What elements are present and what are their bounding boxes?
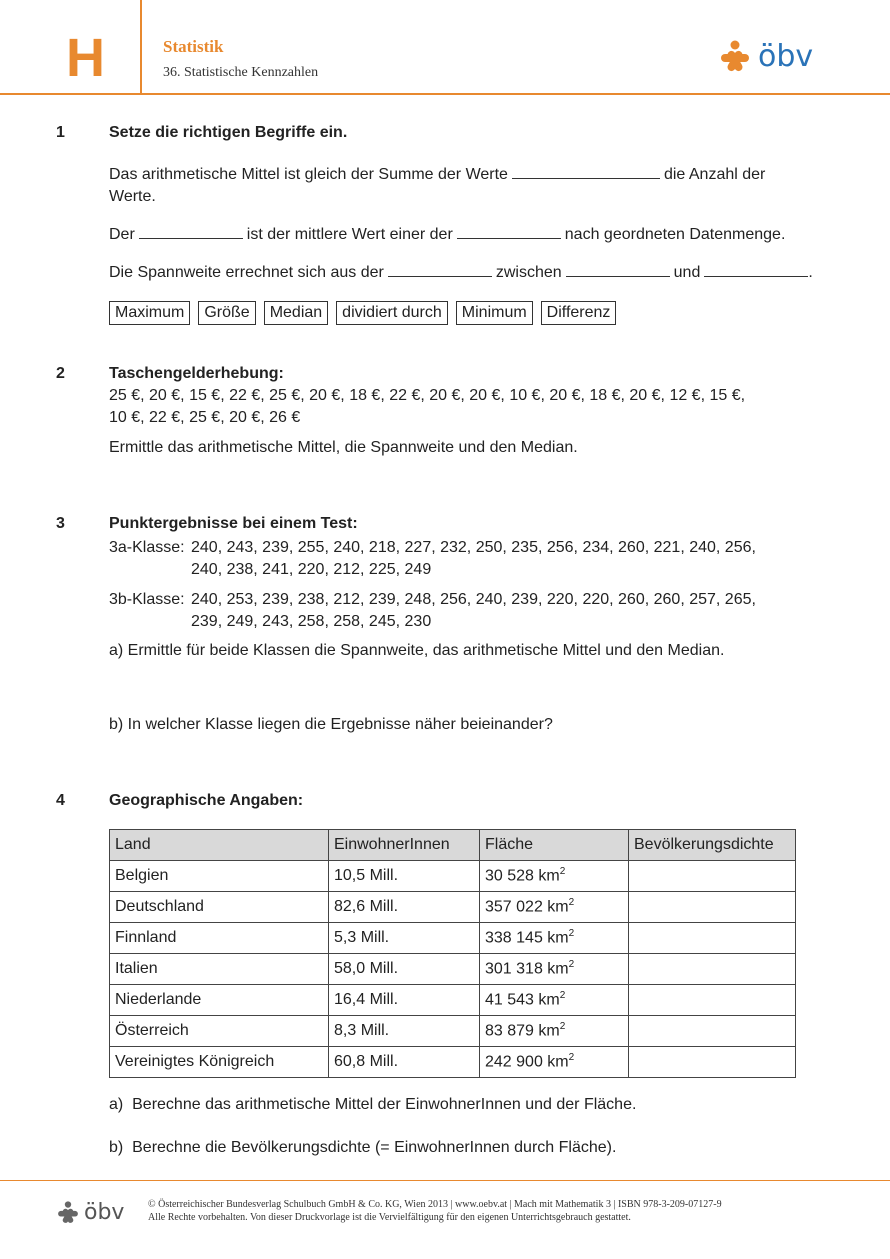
- population-cell: 60,8 Mill.: [329, 1047, 480, 1078]
- task-title: Punktergebnisse bei einem Test:: [109, 515, 358, 532]
- population-cell: 10,5 Mill.: [329, 861, 480, 892]
- area-value: 357 022 km: [485, 898, 569, 916]
- fill-blank[interactable]: [512, 162, 660, 179]
- table-row: [110, 923, 796, 954]
- copyright-line: © Österreichischer Bundesverlag Schulbuch GmbH & Co. KG, Wien 2013 | www.oebv.at | Mach mit Mathematik 3 | ISBN 978-3-209-07127-9: [148, 1199, 722, 1210]
- density-cell[interactable]: [629, 861, 796, 892]
- unit-exponent: 2: [568, 897, 575, 909]
- task1-sentence2: [109, 222, 785, 246]
- task-title: Taschengelderhebung:: [109, 365, 284, 382]
- area-value: 242 900 km: [485, 1053, 569, 1071]
- geo-table: [109, 829, 796, 1078]
- rights-line: Alle Rechte vorbehalten. Von dieser Druckvorlage ist die Vervielfältigung für den eigenen Unterrichtsgebrauch gestattet.: [148, 1212, 631, 1223]
- country-cell: Belgien: [110, 861, 329, 892]
- text-segment: Die Spannweite errechnet sich aus der: [109, 264, 384, 281]
- task-question: [109, 1137, 616, 1159]
- table-row: [110, 1047, 796, 1078]
- text-segment: und: [673, 264, 701, 281]
- text-segment: ist der mittlere Wert einer der: [246, 226, 453, 243]
- area-cell: [480, 1016, 629, 1047]
- question-label: a): [109, 1096, 124, 1113]
- data-line: 240, 243, 239, 255, 240, 218, 227, 232, 250, 235, 256, 234, 260, 221, 240, 256,: [191, 539, 756, 556]
- area-cell: [480, 1047, 629, 1078]
- word-option[interactable]: Minimum: [456, 301, 533, 325]
- data-line: 240, 238, 241, 220, 212, 225, 249: [191, 561, 432, 578]
- star-icon: [56, 1201, 80, 1225]
- section-letter: H: [66, 28, 105, 88]
- task1-sentence1: [109, 162, 829, 208]
- table-row: [110, 985, 796, 1016]
- word-bank: [109, 301, 624, 325]
- data-line: 25 €, 20 €, 15 €, 22 €, 25 €, 20 €, 18 €, 22 €, 20 €, 20 €, 10 €, 20 €, 18 €, 20 €, 12 €, 15 €,: [109, 387, 746, 404]
- column-header: Land: [110, 830, 329, 861]
- table-row: [110, 892, 796, 923]
- area-cell: [480, 892, 629, 923]
- footer-divider: [0, 1180, 890, 1181]
- fill-blank[interactable]: [566, 260, 670, 277]
- column-header: Bevölkerungsdichte: [629, 830, 796, 861]
- column-header: EinwohnerInnen: [329, 830, 480, 861]
- country-cell: Deutschland: [110, 892, 329, 923]
- word-option[interactable]: Median: [264, 301, 328, 325]
- area-value: 30 528 km: [485, 867, 560, 885]
- density-cell[interactable]: [629, 892, 796, 923]
- chapter-title: 36. Statistische Kennzahlen: [163, 65, 319, 80]
- area-value: 301 318 km: [485, 960, 569, 978]
- population-cell: 82,6 Mill.: [329, 892, 480, 923]
- task-number: 1: [56, 124, 65, 141]
- table-row: [110, 1016, 796, 1047]
- unit-exponent: 2: [568, 928, 575, 940]
- text-segment: die Anzahl der: [663, 166, 766, 183]
- subject-title: Statistik: [163, 37, 224, 56]
- fill-blank[interactable]: [704, 260, 808, 277]
- density-cell[interactable]: [629, 954, 796, 985]
- question-text: Berechne die Bevölkerungsdichte (= EinwohnerInnen durch Fläche).: [132, 1139, 617, 1156]
- task-number: 3: [56, 515, 65, 532]
- area-value: 338 145 km: [485, 929, 569, 947]
- task-question: [109, 1094, 636, 1116]
- task-title: Setze die richtigen Begriffe ein.: [109, 124, 348, 141]
- area-cell: [480, 923, 629, 954]
- table-row: [110, 954, 796, 985]
- area-value: 41 543 km: [485, 991, 560, 1009]
- word-option[interactable]: dividiert durch: [336, 301, 448, 325]
- class-label: 3a-Klasse:: [109, 539, 185, 556]
- table-header-row: [110, 830, 796, 861]
- country-cell: Vereinigtes Königreich: [110, 1047, 329, 1078]
- column-header: Fläche: [480, 830, 629, 861]
- population-cell: 58,0 Mill.: [329, 954, 480, 985]
- table-row: [110, 861, 796, 892]
- density-cell[interactable]: [629, 1047, 796, 1078]
- unit-exponent: 2: [559, 1021, 566, 1033]
- text-segment: zwischen: [495, 264, 562, 281]
- task-question: b) In welcher Klasse liegen die Ergebnisse näher beieinander?: [109, 716, 553, 733]
- area-value: 83 879 km: [485, 1022, 560, 1040]
- question-text: Berechne das arithmetische Mittel der EinwohnerInnen und der Fläche.: [132, 1096, 637, 1113]
- logo-text: öbv: [84, 1200, 125, 1225]
- word-option[interactable]: Größe: [198, 301, 255, 325]
- population-cell: 5,3 Mill.: [329, 923, 480, 954]
- task-question: Ermittle das arithmetische Mittel, die Spannweite und den Median.: [109, 439, 578, 456]
- data-line: 240, 253, 239, 238, 212, 239, 248, 256, 240, 239, 220, 220, 260, 260, 257, 265,: [191, 591, 756, 608]
- fill-blank[interactable]: [139, 222, 243, 239]
- unit-exponent: 2: [559, 866, 566, 878]
- country-cell: Italien: [110, 954, 329, 985]
- country-cell: Niederlande: [110, 985, 329, 1016]
- task-number: 2: [56, 365, 65, 382]
- task-question: a) Ermittle für beide Klassen die Spannweite, das arithmetische Mittel und den Median.: [109, 642, 725, 659]
- logo-text: öbv: [758, 39, 814, 74]
- density-cell[interactable]: [629, 923, 796, 954]
- word-option[interactable]: Differenz: [541, 301, 617, 325]
- unit-exponent: 2: [568, 1052, 575, 1064]
- question-label: b): [109, 1139, 124, 1156]
- task1-sentence3: [109, 260, 813, 284]
- header-divider-vertical: [140, 0, 142, 94]
- header-divider-horizontal: [0, 93, 890, 95]
- text-segment: .: [808, 264, 813, 281]
- footer-logo: [56, 1200, 124, 1225]
- data-line: 10 €, 22 €, 25 €, 20 €, 26 €: [109, 409, 301, 426]
- area-cell: [480, 954, 629, 985]
- country-cell: Finnland: [110, 923, 329, 954]
- class-label: 3b-Klasse:: [109, 591, 185, 608]
- publisher-logo: [718, 40, 813, 74]
- area-cell: [480, 861, 629, 892]
- area-cell: [480, 985, 629, 1016]
- word-option[interactable]: Maximum: [109, 301, 190, 325]
- fill-blank[interactable]: [457, 222, 561, 239]
- unit-exponent: 2: [568, 959, 575, 971]
- population-cell: 16,4 Mill.: [329, 985, 480, 1016]
- star-icon: [718, 40, 752, 74]
- task-title: Geographische Angaben:: [109, 792, 304, 809]
- density-cell[interactable]: [629, 985, 796, 1016]
- task-number: 4: [56, 792, 65, 809]
- text-segment: Der: [109, 226, 135, 243]
- unit-exponent: 2: [559, 990, 566, 1002]
- data-line: 239, 249, 243, 258, 258, 245, 230: [191, 613, 432, 630]
- country-cell: Österreich: [110, 1016, 329, 1047]
- density-cell[interactable]: [629, 1016, 796, 1047]
- text-segment: nach geordneten Datenmenge.: [564, 226, 786, 243]
- fill-blank[interactable]: [388, 260, 492, 277]
- text-segment: Werte.: [109, 188, 156, 205]
- population-cell: 8,3 Mill.: [329, 1016, 480, 1047]
- text-segment: Das arithmetische Mittel ist gleich der Summe der Werte: [109, 166, 508, 183]
